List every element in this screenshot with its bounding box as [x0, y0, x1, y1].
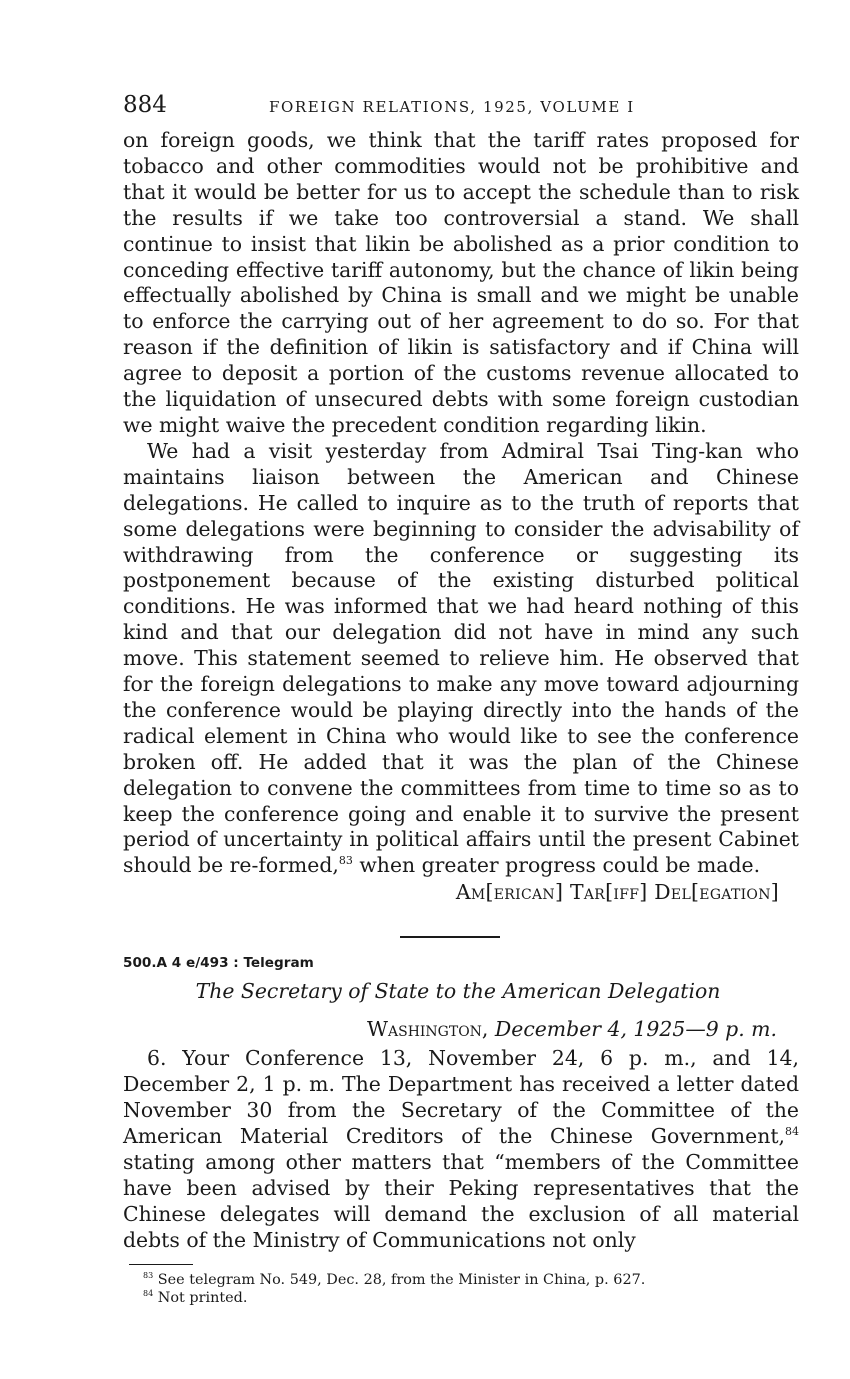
signature: Am[erican] Tar[iff] Del[egation] — [455, 880, 779, 905]
footnote-reference[interactable]: 84 — [785, 1125, 799, 1138]
paragraph-text: stating among other matters that “members of the Committee have been advised by their Peking representatives that the Chinese delegates will demand the exclusion of all material debts of the Ministry of Communications not only — [123, 1149, 799, 1252]
body-paragraph — [123, 1046, 799, 1253]
running-head — [123, 92, 799, 128]
paragraph-text: when greater progress could be made. — [352, 853, 761, 878]
footnote-mark: 84 — [143, 1288, 154, 1298]
footnote — [143, 1271, 799, 1289]
body-paragraph — [123, 439, 799, 879]
footnote-mark: 83 — [143, 1270, 154, 1280]
body-paragraph: on foreign goods, we think that the tariff rates proposed for tobacco and other commodities would not be prohibitive and that it would be better for us to accept the schedule than to risk the results if we take too controversial a stand. We shall continue to insist that likin be abolished as a prior condition to conceding effective tariff autonomy, but the chance of likin being effectually abolished by China is small and we might be unable to enforce the carrying out of her agreement to do so. For that reason if the definition of likin is satisfactory and if China will agree to deposit a portion of the customs revenue allocated to the liquidation of unsecured debts with some foreign custodian we might waive the precedent condition regarding likin. — [123, 128, 799, 437]
paragraph-text: 6. Your Conference 13, November 24, 6 p. m., and 14, December 2, 1 p. m. The Department has received a letter dated November 30 from the Secretary of the Committee of the American Material Creditors of the Chinese Government, — [123, 1046, 799, 1148]
document-heading: The Secretary of State to the American Delegation — [195, 979, 721, 1004]
section-divider — [400, 936, 500, 938]
footnote-text: See telegram No. 549, Dec. 28, from the Minister in China, p. 627. — [157, 1271, 646, 1288]
paragraph-text: We had a visit yesterday from Admiral Tsai Ting-kan who maintains liaison between the American and Chinese delegations. He called to inquire as to the truth of reports that some delegations were beginning to consider the advisability of withdrawing from the conference or suggesting its postponement because of the existing disturbed political conditions. He was informed that we had heard nothing of this kind and that our delegation did not have in mind any such move. This statement seemed to relieve him. He observed that for the foreign delegations to make any move toward adjourning the conference would be playing directly into the hands of the radical element in China who would like to see the conference broken off. He added that it was the plan of the Chinese delegation to convene the committees from time to time so as to keep the conference going and enable it to survive the present period of uncertainty in political affairs until the present Cabinet should be re-formed, — [123, 438, 799, 878]
footnote-divider — [129, 1264, 193, 1265]
dateline-date: December 4, 1925—9 p. m. — [494, 1017, 777, 1042]
dateline — [123, 1013, 799, 1046]
dateline-place: Washington, — [367, 1017, 489, 1042]
footnote-text: Not printed. — [157, 1289, 248, 1306]
document-page — [123, 92, 799, 1307]
footnotes — [143, 1271, 799, 1307]
file-reference: 500.A 4 e/493 : Telegram — [123, 955, 314, 972]
footnote-reference[interactable]: 83 — [338, 854, 353, 868]
footnote — [143, 1289, 799, 1307]
running-head-title: FOREIGN RELATIONS, 1925, VOLUME I — [269, 98, 635, 116]
page-number: 884 — [123, 92, 167, 118]
